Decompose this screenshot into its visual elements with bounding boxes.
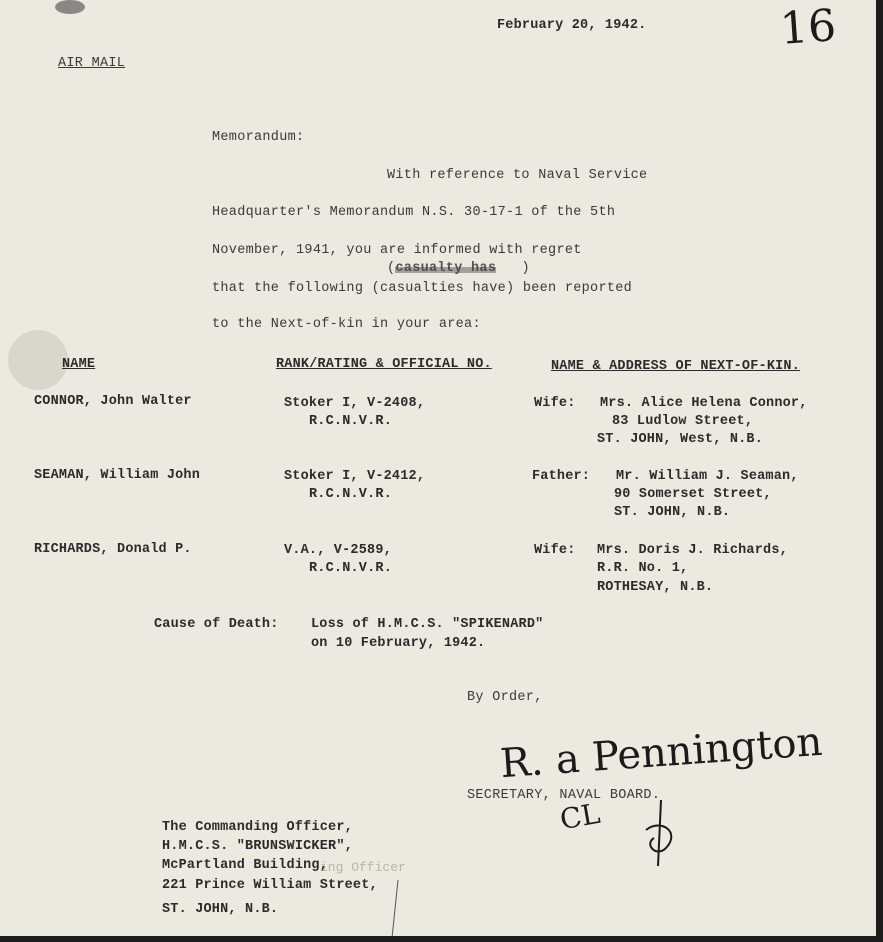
memo-date: February 20, 1942. [497, 18, 647, 33]
addressee-line: ST. JOHN, N.B. [162, 902, 279, 917]
bleed-through-text: ing Officer [320, 860, 406, 875]
signatory-title: SECRETARY, NAVAL BOARD. [467, 788, 661, 803]
scan-border-bottom [0, 936, 883, 942]
kin-line: R.R. No. 1, [597, 561, 689, 576]
casualty-name: CONNOR, John Walter [34, 394, 192, 409]
kin-line: ST. JOHN, West, N.B. [597, 432, 764, 447]
kin-line: ST. JOHN, N.B. [614, 505, 731, 520]
kin-line: ROTHESAY, N.B. [597, 580, 714, 595]
kin-relation: Wife: [534, 396, 576, 411]
addressee-line: 221 Prince William Street, [162, 878, 378, 893]
header-kin: NAME & ADDRESS OF NEXT-OF-KIN. [551, 359, 801, 374]
addressee-line: The Commanding Officer, [162, 820, 353, 835]
body-line: that the following (casualties have) been reported [212, 281, 633, 296]
page-number: 16 [778, 0, 838, 55]
kin-relation: Father: [532, 469, 591, 484]
pen-mark [380, 880, 410, 936]
salutation: Memorandum: [212, 130, 305, 145]
body-line: November, 1941, you are informed with regret [212, 243, 582, 258]
cause-label: Cause of Death: [154, 617, 279, 632]
kin-line: Mrs. Alice Helena Connor, [600, 396, 808, 411]
body-line: With reference to Naval Service [387, 168, 648, 183]
casualty-service: R.C.N.V.R. [309, 561, 393, 576]
casualty-rank: Stoker I, V-2412, [284, 469, 426, 484]
handwritten-mark [636, 800, 686, 870]
cause-line: on 10 February, 1942. [311, 636, 486, 651]
casualty-service: R.C.N.V.R. [309, 414, 393, 429]
kin-line: Mrs. Doris J. Richards, [597, 543, 788, 558]
kin-line: Mr. William J. Seaman, [616, 469, 799, 484]
top-edge-mark [55, 0, 85, 14]
body-line: to the Next-of-kin in your area: [212, 317, 481, 332]
addressee-line: McPartland Building, [162, 858, 329, 873]
scan-border-right [876, 0, 883, 942]
struck-text: casualty has [395, 261, 497, 276]
kin-line: 83 Ludlow Street, [612, 414, 754, 429]
air-mail-label: AIR MAIL [58, 56, 126, 71]
casualty-name: SEAMAN, William John [34, 468, 201, 483]
insert-open-paren: ( [387, 261, 396, 276]
signature: R. a Pennington [498, 718, 824, 788]
handwritten-initials: CL [557, 796, 603, 837]
correction-insert [387, 261, 530, 276]
casualty-rank: V.A., V-2589, [284, 543, 392, 558]
casualty-rank: Stoker I, V-2408, [284, 396, 426, 411]
kin-line: 90 Somerset Street, [614, 487, 772, 502]
cause-line: Loss of H.M.C.S. "SPIKENARD" [311, 617, 544, 632]
insert-close-paren: ) [521, 261, 530, 276]
casualty-service: R.C.N.V.R. [309, 487, 393, 502]
kin-relation: Wife: [534, 543, 576, 558]
casualty-name: RICHARDS, Donald P. [34, 542, 192, 557]
closing: By Order, [467, 690, 543, 705]
paper-stain [8, 330, 68, 390]
addressee-line: H.M.C.S. "BRUNSWICKER", [162, 839, 353, 854]
body-line: Headquarter's Memorandum N.S. 30-17-1 of the 5th [212, 205, 616, 220]
header-rank: RANK/RATING & OFFICIAL NO. [276, 357, 492, 372]
header-name: NAME [62, 357, 96, 372]
